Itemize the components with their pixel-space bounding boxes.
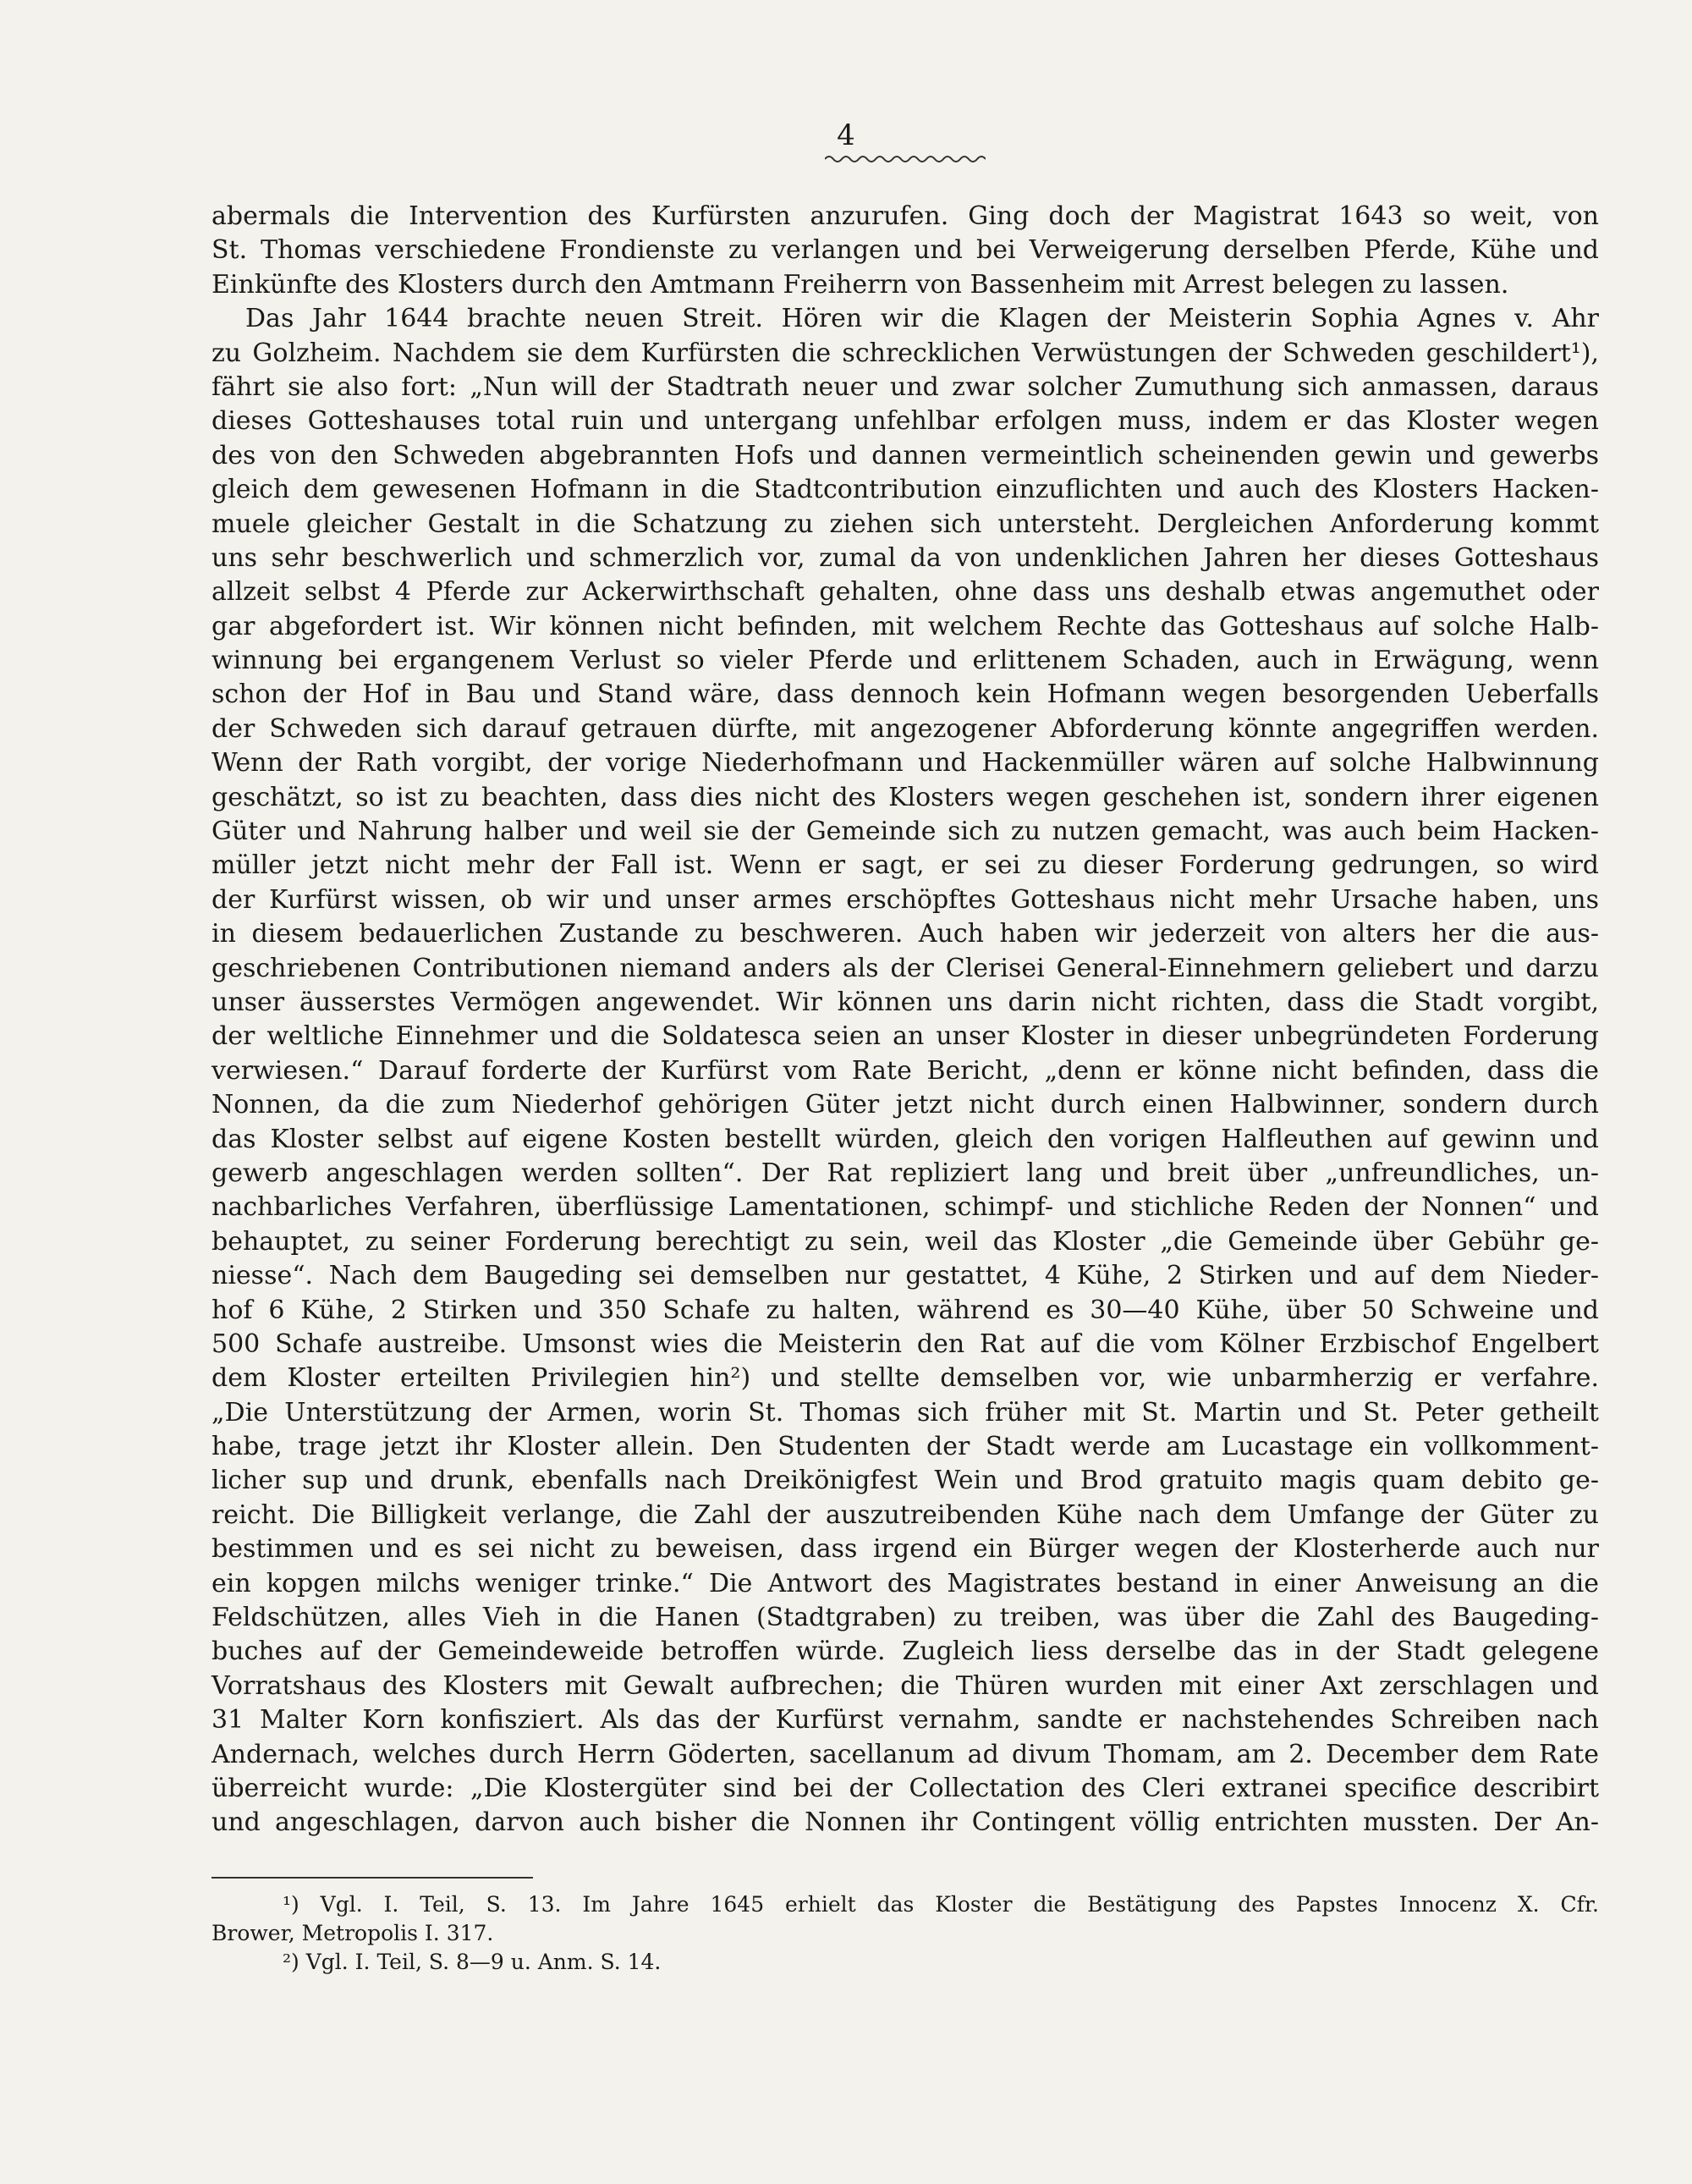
- text-line: der weltliche Einnehmer und die Soldatesca seien an unser Kloster in dieser unbegründeten Forderung: [212, 1021, 1599, 1052]
- text-line: nachbarliches Verfahren, überflüssige Lamentationen, schimpf- und stichliche Reden der Nonnen“ und: [212, 1192, 1599, 1223]
- text-line: Andernach, welches durch Herrn Göderten, sacellanum ad divum Thomam, am 2. December dem Rate: [212, 1739, 1599, 1769]
- text-line: reicht. Die Billigkeit verlange, die Zahl der auszutreibenden Kühe nach dem Umfange der Güter zu: [212, 1499, 1599, 1530]
- text-line: bestimmen und es sei nicht zu beweisen, dass irgend ein Bürger wegen der Klosterherde auch nur: [212, 1534, 1599, 1565]
- text-line: und angeschlagen, darvon auch bisher die Nonnen ihr Contingent völlig entrichten mussten. Der An-: [212, 1807, 1599, 1838]
- footnote-line: Brower, Metropolis I. 317.: [212, 1921, 494, 1945]
- text-line: behauptet, zu seiner Forderung berechtigt zu sein, weil das Kloster „die Gemeinde über Gebühr ge-: [212, 1226, 1599, 1257]
- text-line: der Kurfürst wissen, ob wir und unser armes erschöpftes Gotteshaus nicht mehr Ursache haben, uns: [212, 884, 1599, 915]
- text-line: geschriebenen Contributionen niemand anders als der Clerisei General-Einnehmern geliebert und darzu: [212, 953, 1599, 983]
- text-line: Güter und Nahrung halber und weil sie der Gemeinde sich zu nutzen gemacht, was auch beim Hacken-: [212, 817, 1599, 847]
- text-line: unser äusserstes Vermögen angewendet. Wir können uns darin nicht richten, dass die Stadt vorgibt,: [212, 987, 1599, 1017]
- text-line: habe, trage jetzt ihr Kloster allein. Den Studenten der Stadt werde am Lucastage ein vollkomment-: [212, 1432, 1599, 1462]
- footnote-divider: [212, 1877, 533, 1879]
- text-line: niesse“. Nach dem Baugeding sei demselben nur gestattet, 4 Kühe, 2 Stirken und auf dem Nieder-: [212, 1261, 1599, 1291]
- text-line: gewerb angeschlagen werden sollten“. Der Rat repliziert lang und breit über „unfreundliches, un-: [212, 1158, 1599, 1188]
- text-line: uns sehr beschwerlich und schmerzlich vor, zumal da von undenklichen Jahren her dieses Gotteshaus: [212, 542, 1599, 573]
- footnote-line: ¹) Vgl. I. Teil, S. 13. Im Jahre 1645 erhielt das Kloster die Bestätigung des Papstes Innocenz X. Cfr.: [283, 1892, 1599, 1917]
- text-line: gleich dem gewesenen Hofmann in die Stadtcontribution einzuflichten und auch des Klosters Hacken-: [212, 475, 1599, 505]
- text-line: ein kopgen milchs weniger trinke.“ Die Antwort des Magistrates bestand in einer Anweisung an die: [212, 1568, 1599, 1598]
- wavy-ornament: [825, 154, 986, 164]
- text-line: fährt sie also fort: „Nun will der Stadtrath neuer und zwar solcher Zumuthung sich anmassen, daraus: [212, 371, 1599, 402]
- text-line: verwiesen.“ Darauf forderte der Kurfürst vom Rate Bericht, „denn er könne nicht befinden, dass die: [212, 1055, 1599, 1086]
- text-line: Feldschützen, alles Vieh in die Hanen (Stadtgraben) zu treiben, was über die Zahl des Baugeding-: [212, 1603, 1599, 1633]
- text-line: dem Kloster erteilten Privilegien hin²) und stellte demselben vor, wie unbarmherzig er verfahre.: [212, 1363, 1599, 1394]
- text-line: Nonnen, da die zum Niederhof gehörigen Güter jetzt nicht durch einen Halbwinner, sondern durch: [212, 1090, 1599, 1120]
- text-line: geschätzt, so ist zu beachten, dass dies nicht des Klosters wegen geschehen ist, sondern ihrer eigenen: [212, 782, 1599, 812]
- text-line: Vorratshaus des Klosters mit Gewalt aufbrechen; die Thüren wurden mit einer Axt zerschlagen und: [212, 1670, 1599, 1701]
- body-text: [212, 200, 1599, 1840]
- text-line: das Kloster selbst auf eigene Kosten bestellt würden, gleich den vorigen Halfleuthen auf gewinn und: [212, 1124, 1599, 1154]
- text-line: des von den Schweden abgebrannten Hofs und dannen vermeintlich scheinenden gewin und gewerbs: [212, 440, 1599, 470]
- text-line: allzeit selbst 4 Pferde zur Ackerwirthschaft gehalten, ohne dass uns deshalb etwas angemuthet oder: [212, 577, 1599, 608]
- text-line: schon der Hof in Bau und Stand wäre, dass dennoch kein Hofmann wegen besorgenden Ueberfalls: [212, 679, 1599, 710]
- text-line: Das Jahr 1644 brachte neuen Streit. Hören wir die Klagen der Meisterin Sophia Agnes v. Ahr: [245, 304, 1599, 334]
- text-line: der Schweden sich darauf getrauen dürfte, mit angezogener Abforderung könnte angegriffen werden.: [212, 713, 1599, 744]
- text-line: winnung bei ergangenem Verlust so vieler Pferde und erlittenem Schaden, auch in Erwägung, wenn: [212, 646, 1599, 676]
- text-line: in diesem bedauerlichen Zustande zu beschweren. Auch haben wir jederzeit von alters her die aus-: [212, 919, 1599, 949]
- footnote-line: ²) Vgl. I. Teil, S. 8—9 u. Anm. S. 14.: [283, 1950, 662, 1974]
- text-line: Einkünfte des Klosters durch den Amtmann Freiherrn von Bassenheim mit Arrest belegen zu lassen.: [212, 269, 1509, 300]
- footnotes: [212, 1890, 1599, 1977]
- text-line: 31 Malter Korn konfisziert. Als das der Kurfürst vernahm, sandte er nachstehendes Schreiben nach: [212, 1705, 1599, 1736]
- text-line: abermals die Intervention des Kurfürsten anzurufen. Ging doch der Magistrat 1643 so weit, von: [212, 201, 1599, 231]
- text-line: St. Thomas verschiedene Frondienste zu verlangen und bei Verweigerung derselben Pferde, Kühe und: [212, 235, 1599, 266]
- text-line: licher sup und drunk, ebenfalls nach Dreikönigfest Wein und Brod gratuito magis quam debito ge-: [212, 1466, 1599, 1496]
- text-line: dieses Gotteshauses total ruin und untergang unfehlbar erfolgen muss, indem er das Kloster wegen: [212, 406, 1599, 437]
- text-line: buches auf der Gemeindeweide betroffen würde. Zugleich liess derselbe das in der Stadt gelegene: [212, 1637, 1599, 1667]
- text-line: zu Golzheim. Nachdem sie dem Kurfürsten die schrecklichen Verwüstungen der Schweden geschildert¹),: [212, 338, 1599, 368]
- text-line: 500 Schafe austreibe. Umsonst wies die Meisterin den Rat auf die vom Kölner Erzbischof Engelbert: [212, 1329, 1599, 1359]
- text-line: Wenn der Rath vorgibt, der vorige Niederhofmann und Hackenmüller wären auf solche Halbwinnung: [212, 748, 1599, 778]
- text-line: hof 6 Kühe, 2 Stirken und 350 Schafe zu halten, während es 30—40 Kühe, über 50 Schweine und: [212, 1295, 1599, 1325]
- page-number: 4: [837, 118, 855, 152]
- text-line: gar abgefordert ist. Wir können nicht befinden, mit welchem Rechte das Gotteshaus auf solche Halb-: [212, 611, 1599, 641]
- text-line: überreicht wurde: „Die Klostergüter sind bei der Collectation des Cleri extranei specifice describirt: [212, 1773, 1599, 1803]
- text-line: „Die Unterstützung der Armen, worin St. Thomas sich früher mit St. Martin und St. Peter getheilt: [212, 1397, 1599, 1428]
- text-line: müller jetzt nicht mehr der Fall ist. Wenn er sagt, er sei zu dieser Forderung gedrungen, so wird: [212, 850, 1599, 881]
- text-line: muele gleicher Gestalt in die Schatzung zu ziehen sich untersteht. Dergleichen Anforderung kommt: [212, 509, 1599, 539]
